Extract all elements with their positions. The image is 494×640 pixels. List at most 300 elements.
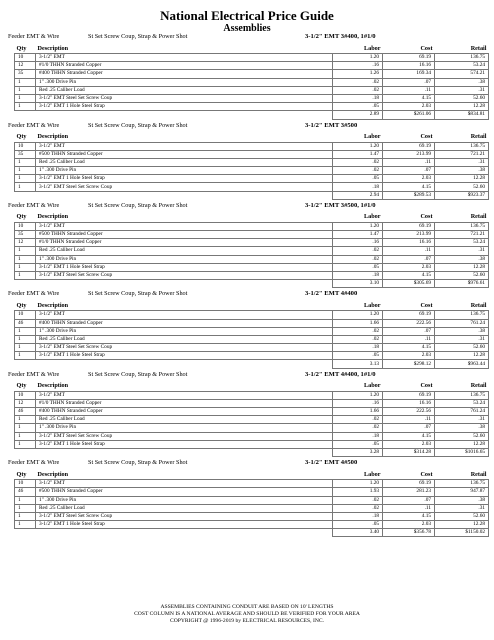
cell-retail: .38 bbox=[435, 327, 489, 335]
table-row bbox=[15, 488, 489, 496]
total-retail: $834.81 bbox=[435, 111, 489, 119]
table-row bbox=[15, 231, 489, 239]
cell-qty: 1 bbox=[15, 175, 36, 183]
table-row bbox=[15, 311, 489, 319]
table-row bbox=[15, 86, 489, 94]
cell-description: 1" .300 Drive Pin bbox=[36, 167, 333, 175]
cell-qty: 46 bbox=[15, 319, 36, 327]
cell-description: 3-1/2" EMT Steel Set Screw Coup bbox=[36, 183, 333, 191]
cell-qty: 1 bbox=[15, 352, 36, 360]
cell-labor: 1.47 bbox=[333, 231, 383, 239]
cell-labor: 1.47 bbox=[333, 150, 383, 158]
section-method: St Set Screw Coup, Strap & Power Shot bbox=[88, 290, 188, 298]
table-row bbox=[15, 512, 489, 520]
total-cost: $314.28 bbox=[383, 448, 435, 456]
cell-qty: 1 bbox=[15, 440, 36, 448]
assembly-table bbox=[14, 300, 489, 368]
cell-retail: 136.75 bbox=[435, 142, 489, 150]
table-row bbox=[15, 54, 489, 62]
col-qty: Qty bbox=[16, 44, 27, 52]
cell-description: 1" .300 Drive Pin bbox=[36, 78, 333, 86]
cell-qty: 1 bbox=[15, 496, 36, 504]
table-row bbox=[15, 408, 489, 416]
cell-cost: .11 bbox=[383, 86, 435, 94]
table-row bbox=[15, 103, 489, 111]
col-retail: Retail bbox=[470, 382, 487, 390]
totals-spacer bbox=[15, 111, 333, 119]
table-row bbox=[15, 271, 489, 279]
table-header-row bbox=[15, 381, 489, 392]
col-spacer bbox=[174, 43, 333, 54]
cell-qty: 1 bbox=[15, 86, 36, 94]
cell-description: 3-1/2" EMT bbox=[36, 311, 333, 319]
cell-description: Red .25 Caliber Load bbox=[36, 504, 333, 512]
cell-description: 3-1/2" EMT 1 Hole Steel Strap bbox=[36, 103, 333, 111]
col-cost: Cost bbox=[420, 470, 433, 478]
cell-qty: 1 bbox=[15, 424, 36, 432]
cell-description: Red .25 Caliber Load bbox=[36, 158, 333, 166]
cell-qty: 1 bbox=[15, 78, 36, 86]
total-cost: $261.06 bbox=[383, 111, 435, 119]
cell-cost: 2.03 bbox=[383, 440, 435, 448]
assembly-section bbox=[8, 120, 488, 200]
col-labor: Labor bbox=[363, 301, 381, 309]
table-row bbox=[15, 94, 489, 102]
cell-retail: 53.24 bbox=[435, 239, 489, 247]
cell-qty: 10 bbox=[15, 142, 36, 150]
cell-cost: 69.19 bbox=[383, 54, 435, 62]
cell-retail: 53.24 bbox=[435, 399, 489, 407]
cell-qty: 1 bbox=[15, 521, 36, 529]
cell-qty: 10 bbox=[15, 480, 36, 488]
table-header-row bbox=[15, 43, 489, 54]
cell-retail: .38 bbox=[435, 496, 489, 504]
col-labor: Labor bbox=[363, 213, 381, 221]
cell-retail: 761.24 bbox=[435, 319, 489, 327]
col-qty: Qty bbox=[16, 213, 27, 221]
section-method: St Set Screw Coup, Strap & Power Shot bbox=[88, 459, 188, 467]
cell-labor: .05 bbox=[333, 103, 383, 111]
cell-qty: 46 bbox=[15, 408, 36, 416]
cell-description: Red .25 Caliber Load bbox=[36, 86, 333, 94]
cell-retail: 136.75 bbox=[435, 54, 489, 62]
table-row bbox=[15, 416, 489, 424]
section-assembly-name: 3-1/2" EMT 4#400, 1#1/0 bbox=[305, 370, 376, 378]
cell-description: #1/0 THHN Stranded Copper bbox=[36, 399, 333, 407]
col-cost: Cost bbox=[420, 382, 433, 390]
cell-description: 3-1/2" EMT Steel Set Screw Coup bbox=[36, 344, 333, 352]
totals-spacer bbox=[15, 529, 333, 537]
cell-labor: 1.20 bbox=[333, 480, 383, 488]
cell-qty: 10 bbox=[15, 391, 36, 399]
cell-description: 3-1/2" EMT 1 Hole Steel Strap bbox=[36, 440, 333, 448]
totals-row bbox=[15, 448, 489, 456]
section-header bbox=[8, 457, 488, 469]
cell-description: #400 THHN Stranded Copper bbox=[36, 408, 333, 416]
section-header bbox=[8, 288, 488, 300]
table-row bbox=[15, 424, 489, 432]
section-category: Feeder EMT & Wire bbox=[8, 33, 60, 40]
cell-cost: .07 bbox=[383, 78, 435, 86]
col-spacer bbox=[174, 132, 333, 143]
section-method: St Set Screw Coup, Strap & Power Shot bbox=[88, 121, 188, 129]
cell-retail: .38 bbox=[435, 167, 489, 175]
cell-retail: 52.60 bbox=[435, 271, 489, 279]
col-spacer bbox=[174, 381, 333, 392]
section-header bbox=[8, 200, 488, 212]
cell-labor: 1.26 bbox=[333, 70, 383, 78]
total-labor: 3.10 bbox=[333, 280, 383, 288]
cell-labor: .16 bbox=[333, 239, 383, 247]
cell-labor: .18 bbox=[333, 183, 383, 191]
cell-qty: 1 bbox=[15, 255, 36, 263]
table-row bbox=[15, 399, 489, 407]
cell-qty: 1 bbox=[15, 94, 36, 102]
table-header-row bbox=[15, 132, 489, 143]
cell-description: Red .25 Caliber Load bbox=[36, 416, 333, 424]
table-row bbox=[15, 70, 489, 78]
total-cost: $289.53 bbox=[383, 191, 435, 199]
cell-qty: 1 bbox=[15, 504, 36, 512]
cell-retail: 947.87 bbox=[435, 488, 489, 496]
cell-description: Red .25 Caliber Load bbox=[36, 247, 333, 255]
table-row bbox=[15, 352, 489, 360]
section-assembly-name: 3-1/2" EMT 4#500 bbox=[305, 459, 358, 467]
section-method: St Set Screw Coup, Strap & Power Shot bbox=[88, 201, 188, 209]
totals-spacer bbox=[15, 448, 333, 456]
cell-qty: 1 bbox=[15, 183, 36, 191]
table-row bbox=[15, 167, 489, 175]
table-row bbox=[15, 158, 489, 166]
cell-cost: .07 bbox=[383, 255, 435, 263]
cell-retail: 12.28 bbox=[435, 521, 489, 529]
col-qty: Qty bbox=[16, 133, 27, 140]
cell-labor: 1.20 bbox=[333, 142, 383, 150]
cell-description: 3-1/2" EMT Steel Set Screw Coup bbox=[36, 432, 333, 440]
cell-labor: .02 bbox=[333, 327, 383, 335]
table-row bbox=[15, 222, 489, 230]
col-retail: Retail bbox=[470, 301, 487, 309]
cell-qty: 1 bbox=[15, 512, 36, 520]
cell-cost: 2.03 bbox=[383, 521, 435, 529]
totals-row bbox=[15, 280, 489, 288]
section-assembly-name: 3-1/2" EMT 3#500, 1#1/0 bbox=[305, 201, 376, 209]
table-header-row bbox=[15, 469, 489, 480]
cell-qty: 1 bbox=[15, 271, 36, 279]
cell-qty: 46 bbox=[15, 488, 36, 496]
cell-cost: 281.23 bbox=[383, 488, 435, 496]
cell-retail: 53.24 bbox=[435, 62, 489, 70]
totals-spacer bbox=[15, 191, 333, 199]
cell-qty: 10 bbox=[15, 311, 36, 319]
table-row bbox=[15, 344, 489, 352]
cell-labor: .05 bbox=[333, 521, 383, 529]
cell-labor: 1.20 bbox=[333, 54, 383, 62]
col-qty: Qty bbox=[16, 301, 27, 309]
section-method: St Set Screw Coup, Strap & Power Shot bbox=[88, 33, 188, 40]
cell-description: Red .25 Caliber Load bbox=[36, 335, 333, 343]
col-retail: Retail bbox=[470, 44, 487, 52]
section-header bbox=[8, 369, 488, 381]
cell-cost: 16.16 bbox=[383, 239, 435, 247]
col-retail: Retail bbox=[470, 470, 487, 478]
cell-labor: .05 bbox=[333, 175, 383, 183]
cell-description: 1" .300 Drive Pin bbox=[36, 255, 333, 263]
assembly-section bbox=[8, 31, 488, 120]
page-title: National Electrical Price Guide bbox=[160, 8, 334, 23]
col-cost: Cost bbox=[420, 213, 433, 221]
cell-retail: 761.24 bbox=[435, 408, 489, 416]
col-spacer bbox=[174, 212, 333, 223]
cell-qty: 1 bbox=[15, 432, 36, 440]
col-cost: Cost bbox=[420, 133, 433, 140]
cell-labor: 1.66 bbox=[333, 408, 383, 416]
cell-retail: 12.28 bbox=[435, 440, 489, 448]
assembly-sections bbox=[8, 31, 488, 537]
total-retail: $1016.65 bbox=[435, 448, 489, 456]
assembly-table bbox=[14, 43, 489, 120]
cell-description: 1" .300 Drive Pin bbox=[36, 424, 333, 432]
col-cost: Cost bbox=[420, 301, 433, 309]
cell-cost: 16.16 bbox=[383, 399, 435, 407]
cell-cost: 2.03 bbox=[383, 175, 435, 183]
cell-labor: 1.66 bbox=[333, 319, 383, 327]
cell-cost: 69.19 bbox=[383, 480, 435, 488]
col-description: Description bbox=[37, 44, 69, 52]
table-row bbox=[15, 504, 489, 512]
cell-cost: 213.99 bbox=[383, 231, 435, 239]
table-row bbox=[15, 521, 489, 529]
cell-qty: 1 bbox=[15, 416, 36, 424]
table-row bbox=[15, 335, 489, 343]
cell-qty: 35 bbox=[15, 231, 36, 239]
cell-description: 1" .300 Drive Pin bbox=[36, 327, 333, 335]
cell-cost: .11 bbox=[383, 416, 435, 424]
cell-qty: 1 bbox=[15, 335, 36, 343]
table-row bbox=[15, 263, 489, 271]
cell-description: 3-1/2" EMT Steel Set Screw Coup bbox=[36, 512, 333, 520]
table-row bbox=[15, 183, 489, 191]
footer-line: COPYRIGHT @ 1996-2019 by ELECTRICAL RESOURCES, INC. bbox=[169, 618, 324, 624]
cell-retail: 12.28 bbox=[435, 175, 489, 183]
cell-qty: 12 bbox=[15, 399, 36, 407]
col-description: Description bbox=[37, 133, 69, 140]
cell-labor: .05 bbox=[333, 440, 383, 448]
cell-qty: 35 bbox=[15, 70, 36, 78]
total-cost: $298.12 bbox=[383, 360, 435, 368]
cell-cost: 69.19 bbox=[383, 391, 435, 399]
cell-qty: 1 bbox=[15, 344, 36, 352]
cell-cost: 69.19 bbox=[383, 311, 435, 319]
cell-qty: 1 bbox=[15, 158, 36, 166]
cell-cost: 213.99 bbox=[383, 150, 435, 158]
cell-labor: .18 bbox=[333, 432, 383, 440]
cell-retail: .31 bbox=[435, 86, 489, 94]
footer-notes bbox=[0, 604, 494, 625]
cell-retail: 721.21 bbox=[435, 150, 489, 158]
cell-retail: .31 bbox=[435, 158, 489, 166]
totals-row bbox=[15, 360, 489, 368]
cell-cost: 2.03 bbox=[383, 352, 435, 360]
cell-retail: 52.60 bbox=[435, 94, 489, 102]
table-row bbox=[15, 247, 489, 255]
cell-retail: .31 bbox=[435, 247, 489, 255]
total-labor: 2.89 bbox=[333, 111, 383, 119]
total-retail: $976.61 bbox=[435, 280, 489, 288]
totals-row bbox=[15, 111, 489, 119]
cell-retail: 52.60 bbox=[435, 183, 489, 191]
cell-labor: .02 bbox=[333, 416, 383, 424]
cell-labor: .02 bbox=[333, 247, 383, 255]
cell-retail: .38 bbox=[435, 78, 489, 86]
cell-cost: .07 bbox=[383, 327, 435, 335]
cell-description: #500 THHN Stranded Copper bbox=[36, 231, 333, 239]
cell-labor: .18 bbox=[333, 512, 383, 520]
section-category: Feeder EMT & Wire bbox=[8, 459, 60, 467]
total-retail: $1150.02 bbox=[435, 529, 489, 537]
cell-cost: .07 bbox=[383, 496, 435, 504]
col-description: Description bbox=[37, 470, 69, 478]
cell-labor: 1.20 bbox=[333, 391, 383, 399]
cell-labor: 1.20 bbox=[333, 222, 383, 230]
cell-retail: 721.21 bbox=[435, 231, 489, 239]
table-row bbox=[15, 440, 489, 448]
assembly-section bbox=[8, 369, 488, 458]
table-row bbox=[15, 239, 489, 247]
cell-labor: .18 bbox=[333, 344, 383, 352]
cell-qty: 10 bbox=[15, 54, 36, 62]
table-row bbox=[15, 150, 489, 158]
cell-labor: .05 bbox=[333, 352, 383, 360]
total-cost: $356.78 bbox=[383, 529, 435, 537]
cell-retail: .38 bbox=[435, 424, 489, 432]
total-retail: $963.44 bbox=[435, 360, 489, 368]
footer-line: ASSEMBLIES CONTAINING CONDUIT ARE BASED ON 10' LENGTHS bbox=[160, 604, 334, 610]
cell-retail: .31 bbox=[435, 335, 489, 343]
col-retail: Retail bbox=[470, 133, 487, 140]
cell-cost: 222.56 bbox=[383, 408, 435, 416]
cell-description: 3-1/2" EMT Steel Set Screw Coup bbox=[36, 271, 333, 279]
table-header-row bbox=[15, 212, 489, 223]
cell-retail: .38 bbox=[435, 255, 489, 263]
total-labor: 3.40 bbox=[333, 529, 383, 537]
cell-retail: 136.75 bbox=[435, 480, 489, 488]
cell-retail: 52.60 bbox=[435, 432, 489, 440]
cell-description: 3-1/2" EMT 1 Hole Steel Strap bbox=[36, 352, 333, 360]
table-row bbox=[15, 391, 489, 399]
cell-qty: 10 bbox=[15, 222, 36, 230]
cell-description: #500 THHN Stranded Copper bbox=[36, 150, 333, 158]
table-row bbox=[15, 480, 489, 488]
cell-retail: 12.28 bbox=[435, 263, 489, 271]
cell-labor: .02 bbox=[333, 424, 383, 432]
assembly-table bbox=[14, 381, 489, 458]
cell-labor: .02 bbox=[333, 78, 383, 86]
cell-qty: 1 bbox=[15, 327, 36, 335]
cell-cost: 2.03 bbox=[383, 263, 435, 271]
col-spacer bbox=[174, 300, 333, 311]
cell-cost: 4.15 bbox=[383, 344, 435, 352]
totals-spacer bbox=[15, 280, 333, 288]
cell-labor: .02 bbox=[333, 335, 383, 343]
cell-description: 3-1/2" EMT bbox=[36, 142, 333, 150]
cell-labor: 1.93 bbox=[333, 488, 383, 496]
section-method: St Set Screw Coup, Strap & Power Shot bbox=[88, 370, 188, 378]
cell-labor: 1.20 bbox=[333, 311, 383, 319]
cell-description: 3-1/2" EMT 1 Hole Steel Strap bbox=[36, 521, 333, 529]
cell-cost: 169.34 bbox=[383, 70, 435, 78]
section-assembly-name: 3-1/2" EMT 4#400 bbox=[305, 290, 358, 298]
cell-cost: .07 bbox=[383, 167, 435, 175]
section-category: Feeder EMT & Wire bbox=[8, 121, 60, 129]
col-qty: Qty bbox=[16, 382, 27, 390]
cell-retail: .31 bbox=[435, 504, 489, 512]
table-row bbox=[15, 142, 489, 150]
table-row bbox=[15, 319, 489, 327]
cell-cost: 4.15 bbox=[383, 432, 435, 440]
cell-description: 3-1/2" EMT bbox=[36, 54, 333, 62]
section-category: Feeder EMT & Wire bbox=[8, 201, 60, 209]
cell-cost: 2.03 bbox=[383, 103, 435, 111]
assembly-table bbox=[14, 212, 489, 289]
table-row bbox=[15, 175, 489, 183]
col-cost: Cost bbox=[420, 44, 433, 52]
total-labor: 3.13 bbox=[333, 360, 383, 368]
cell-retail: 136.75 bbox=[435, 311, 489, 319]
cell-qty: 1 bbox=[15, 247, 36, 255]
col-description: Description bbox=[37, 382, 69, 390]
cell-retail: 12.28 bbox=[435, 103, 489, 111]
assembly-table bbox=[14, 469, 489, 537]
cell-description: #400 THHN Stranded Copper bbox=[36, 70, 333, 78]
col-labor: Labor bbox=[363, 44, 381, 52]
cell-cost: .11 bbox=[383, 158, 435, 166]
cell-description: #500 THHN Stranded Copper bbox=[36, 488, 333, 496]
cell-retail: 52.60 bbox=[435, 344, 489, 352]
cell-labor: .02 bbox=[333, 167, 383, 175]
cell-description: #400 THHN Stranded Copper bbox=[36, 319, 333, 327]
cell-labor: .18 bbox=[333, 94, 383, 102]
total-labor: 3.28 bbox=[333, 448, 383, 456]
cell-description: 3-1/2" EMT bbox=[36, 480, 333, 488]
table-row bbox=[15, 496, 489, 504]
assembly-section bbox=[8, 457, 488, 537]
col-qty: Qty bbox=[16, 470, 27, 478]
cell-cost: 4.15 bbox=[383, 271, 435, 279]
cell-labor: .02 bbox=[333, 504, 383, 512]
assembly-table bbox=[14, 132, 489, 200]
cell-qty: 1 bbox=[15, 103, 36, 111]
cell-description: 3-1/2" EMT 1 Hole Steel Strap bbox=[36, 175, 333, 183]
cell-cost: 69.19 bbox=[383, 142, 435, 150]
cell-description: 3-1/2" EMT bbox=[36, 391, 333, 399]
cell-cost: 4.15 bbox=[383, 183, 435, 191]
cell-cost: .07 bbox=[383, 424, 435, 432]
totals-row bbox=[15, 191, 489, 199]
table-row bbox=[15, 327, 489, 335]
section-assembly-name: 3-1/2" EMT 3#400, 1#1/0 bbox=[305, 33, 376, 40]
cell-description: 3-1/2" EMT Steel Set Screw Coup bbox=[36, 94, 333, 102]
cell-description: 1" .300 Drive Pin bbox=[36, 496, 333, 504]
cell-labor: .05 bbox=[333, 263, 383, 271]
page-subtitle: Assemblies bbox=[223, 23, 271, 34]
cell-labor: .02 bbox=[333, 496, 383, 504]
col-labor: Labor bbox=[363, 382, 381, 390]
totals-row bbox=[15, 529, 489, 537]
table-row bbox=[15, 62, 489, 70]
section-category: Feeder EMT & Wire bbox=[8, 290, 60, 298]
table-row bbox=[15, 432, 489, 440]
